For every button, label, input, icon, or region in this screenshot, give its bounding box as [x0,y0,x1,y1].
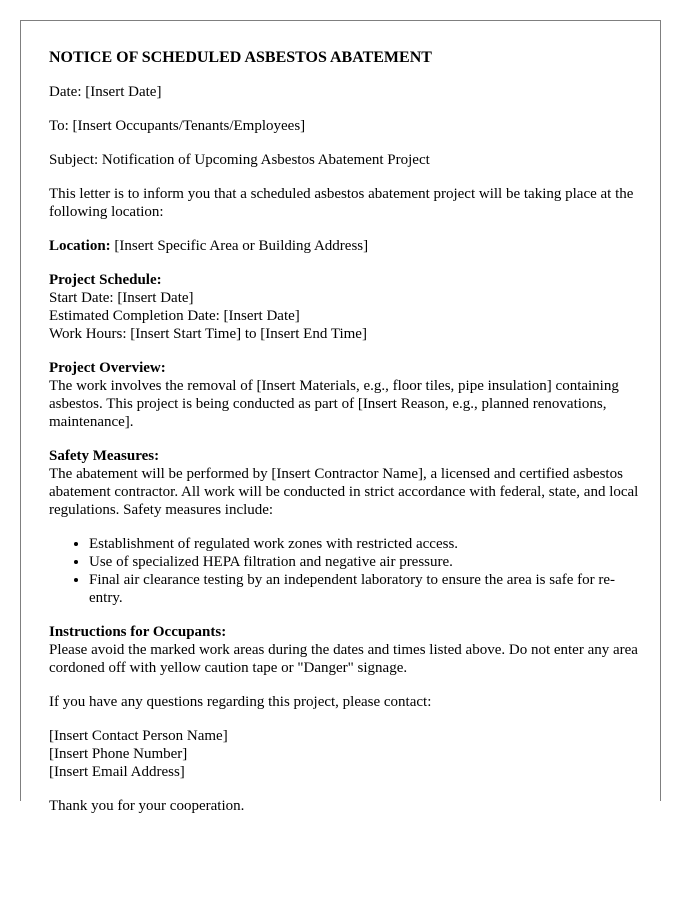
safety-block [49,447,639,519]
contact-email: [Insert Email Address] [49,764,185,780]
schedule-start: Start Date: [Insert Date] [49,290,194,306]
date-line: Date: [Insert Date] [49,84,162,100]
schedule-block [49,271,639,343]
intro-paragraph: This letter is to inform you that a scheduled asbestos abatement project will be taking place at the following location: [49,186,634,220]
schedule-heading: Project Schedule: [49,272,162,288]
letter-content [49,49,639,831]
list-item: • Final air clearance testing by an independent laboratory to ensure the area is safe for re-entry. [89,571,639,607]
list-item: • Use of specialized HEPA filtration and negative air pressure. [89,553,639,571]
instructions-block [49,623,639,677]
overview-heading: Project Overview: [49,360,166,376]
location-value: [Insert Specific Area or Building Address] [110,238,369,254]
list-item: • Establishment of regulated work zones with restricted access. [89,535,639,553]
location-label: Location: [49,238,111,254]
safety-measures-list [49,535,639,607]
overview-text: The work involves the removal of [Insert Materials, e.g., floor tiles, pipe insulation] containing asbestos. This project is being conducted as part of [Insert Reason, e.g., planned renovations, maintenance]. [49,378,619,430]
safety-heading: Safety Measures: [49,448,160,464]
page-title: NOTICE OF SCHEDULED ASBESTOS ABATEMENT [49,49,432,66]
schedule-hours: Work Hours: [Insert Start Time] to [Insert End Time] [49,326,367,342]
contact-block [49,727,639,781]
safety-text: The abatement will be performed by [Insert Contractor Name], a licensed and certified asbestos abatement contractor. All work will be conducted in strict accordance with federal, state, and local regulations. Safety measures include: [49,466,639,518]
letter-page [20,20,661,814]
instructions-text: Please avoid the marked work areas during the dates and times listed above. Do not enter any area cordoned off with yellow caution tape or "Danger" signage. [49,642,638,676]
closing-line: Thank you for your cooperation. [49,798,245,814]
contact-phone: [Insert Phone Number] [49,746,188,762]
instructions-heading: Instructions for Occupants: [49,624,227,640]
schedule-completion: Estimated Completion Date: [Insert Date] [49,308,300,324]
contact-name: [Insert Contact Person Name] [49,728,228,744]
questions-line: If you have any questions regarding this project, please contact: [49,694,432,710]
to-line: To: [Insert Occupants/Tenants/Employees] [49,118,306,134]
subject-line: Subject: Notification of Upcoming Asbestos Abatement Project [49,152,430,168]
location-block [49,237,639,255]
overview-block [49,359,639,431]
